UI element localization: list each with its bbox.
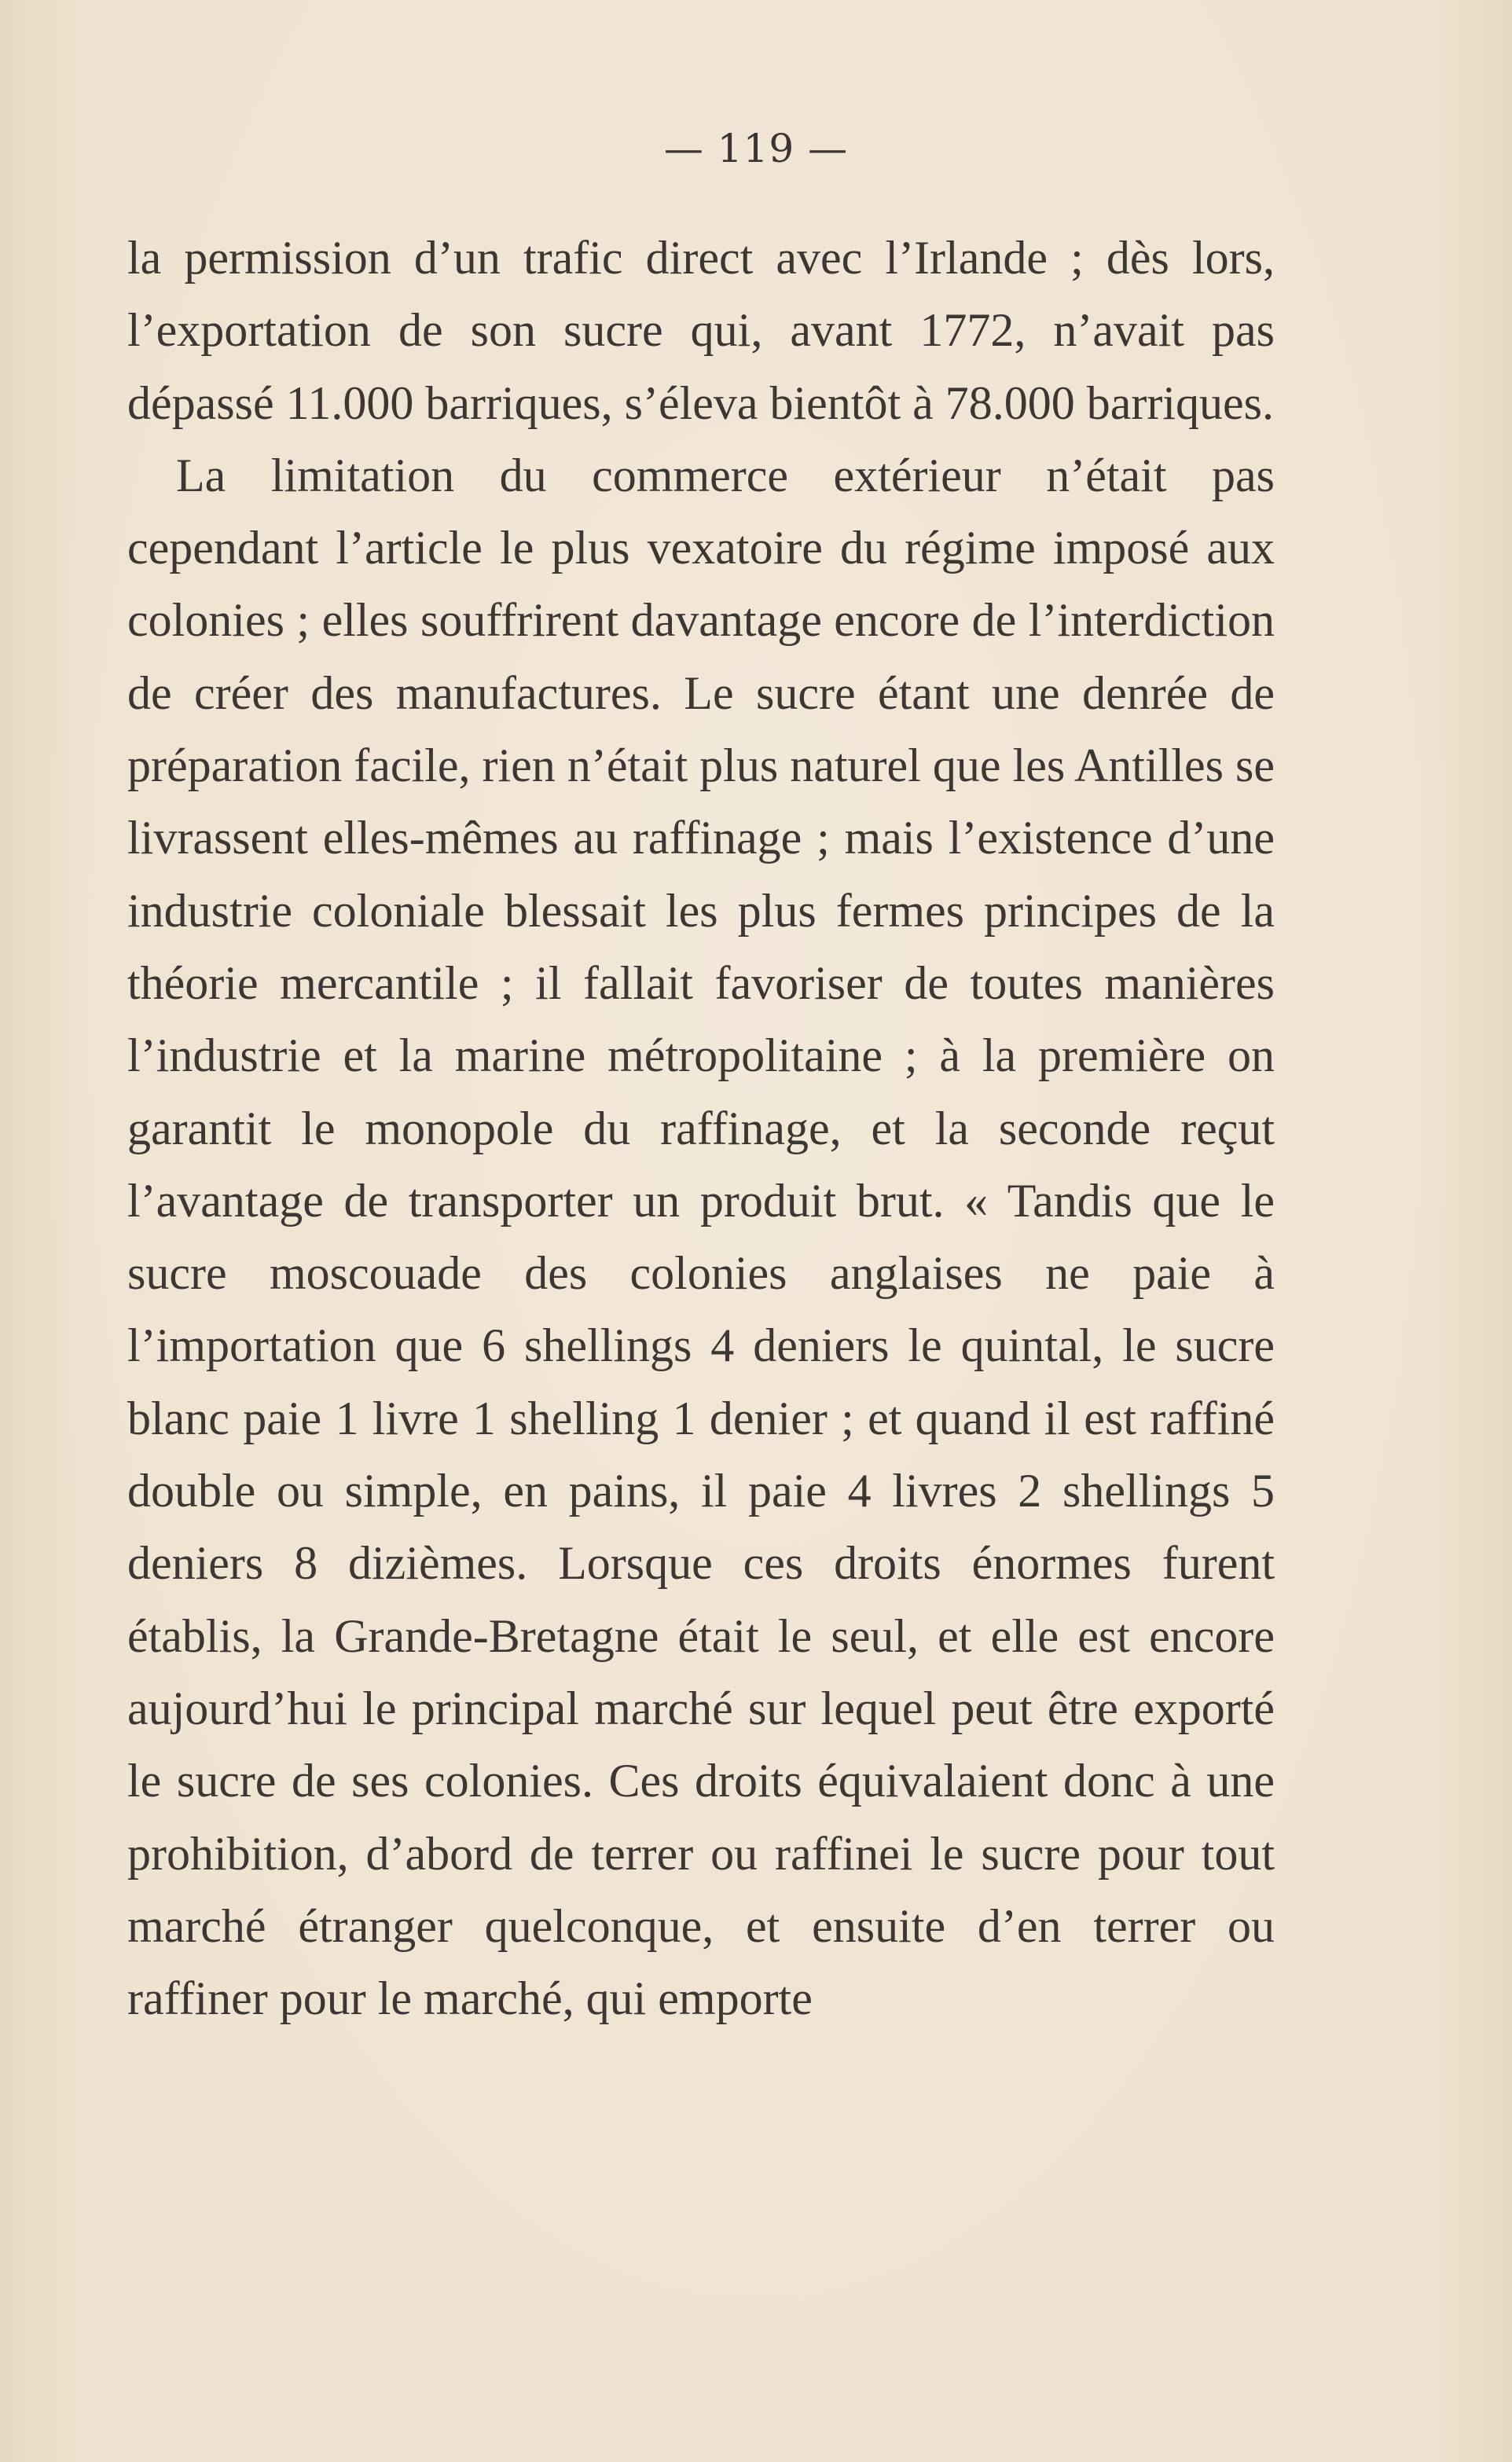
paragraph-continued: la permission d’un trafic direct avec l’Irlande ; dès lors, l’exportation de son sucre qui, avant 1772, n’avait pas dépassé 11.000 barriques, s’éleva bientôt à 78.000 barriques. [127,232,1275,429]
paragraph: La limitation du commerce extérieur n’était pas cependant l’article le plus vexatoire du régime imposé aux colonies ; elles souffrirent davantage encore de l’interdiction de créer des manufactures. Le sucre étant une denrée de préparation facile, rien n’était plus naturel que les Antilles se livrassent elles-mêmes au raffinage ; mais l’existence d’une industrie coloniale blessait les plus fermes principes de la théorie mercantile ; il fallait favoriser de toutes manières l’industrie et la marine métropolitaine ; à la première on garantit le monopole du raffinage, et la seconde reçut l’avantage de transporter un produit brut. « Tandis que le sucre moscouade des colonies anglaises ne paie à l’importation que 6 shellings 4 deniers le quintal, le sucre blanc paie 1 livre 1 shelling 1 denier ; et quand il est raffiné double ou simple, en pains, il paie 4 livres 2 shellings 5 deniers 8 dizièmes. Lorsque ces droits énormes furent établis, la Grande-Bretagne était le seul, et elle est encore aujourd’hui le principal marché sur lequel peut être exporté le sucre de ses colonies. Ces droits équivalaient donc à une prohibition, d’abord de terrer ou raffinei le sucre pour tout marché étranger quelconque, et ensuite d’en terrer ou raffiner pour le marché, qui emporte [127,449,1275,2025]
body-text [127,222,1275,2035]
page-number: — 119 — [663,126,849,171]
